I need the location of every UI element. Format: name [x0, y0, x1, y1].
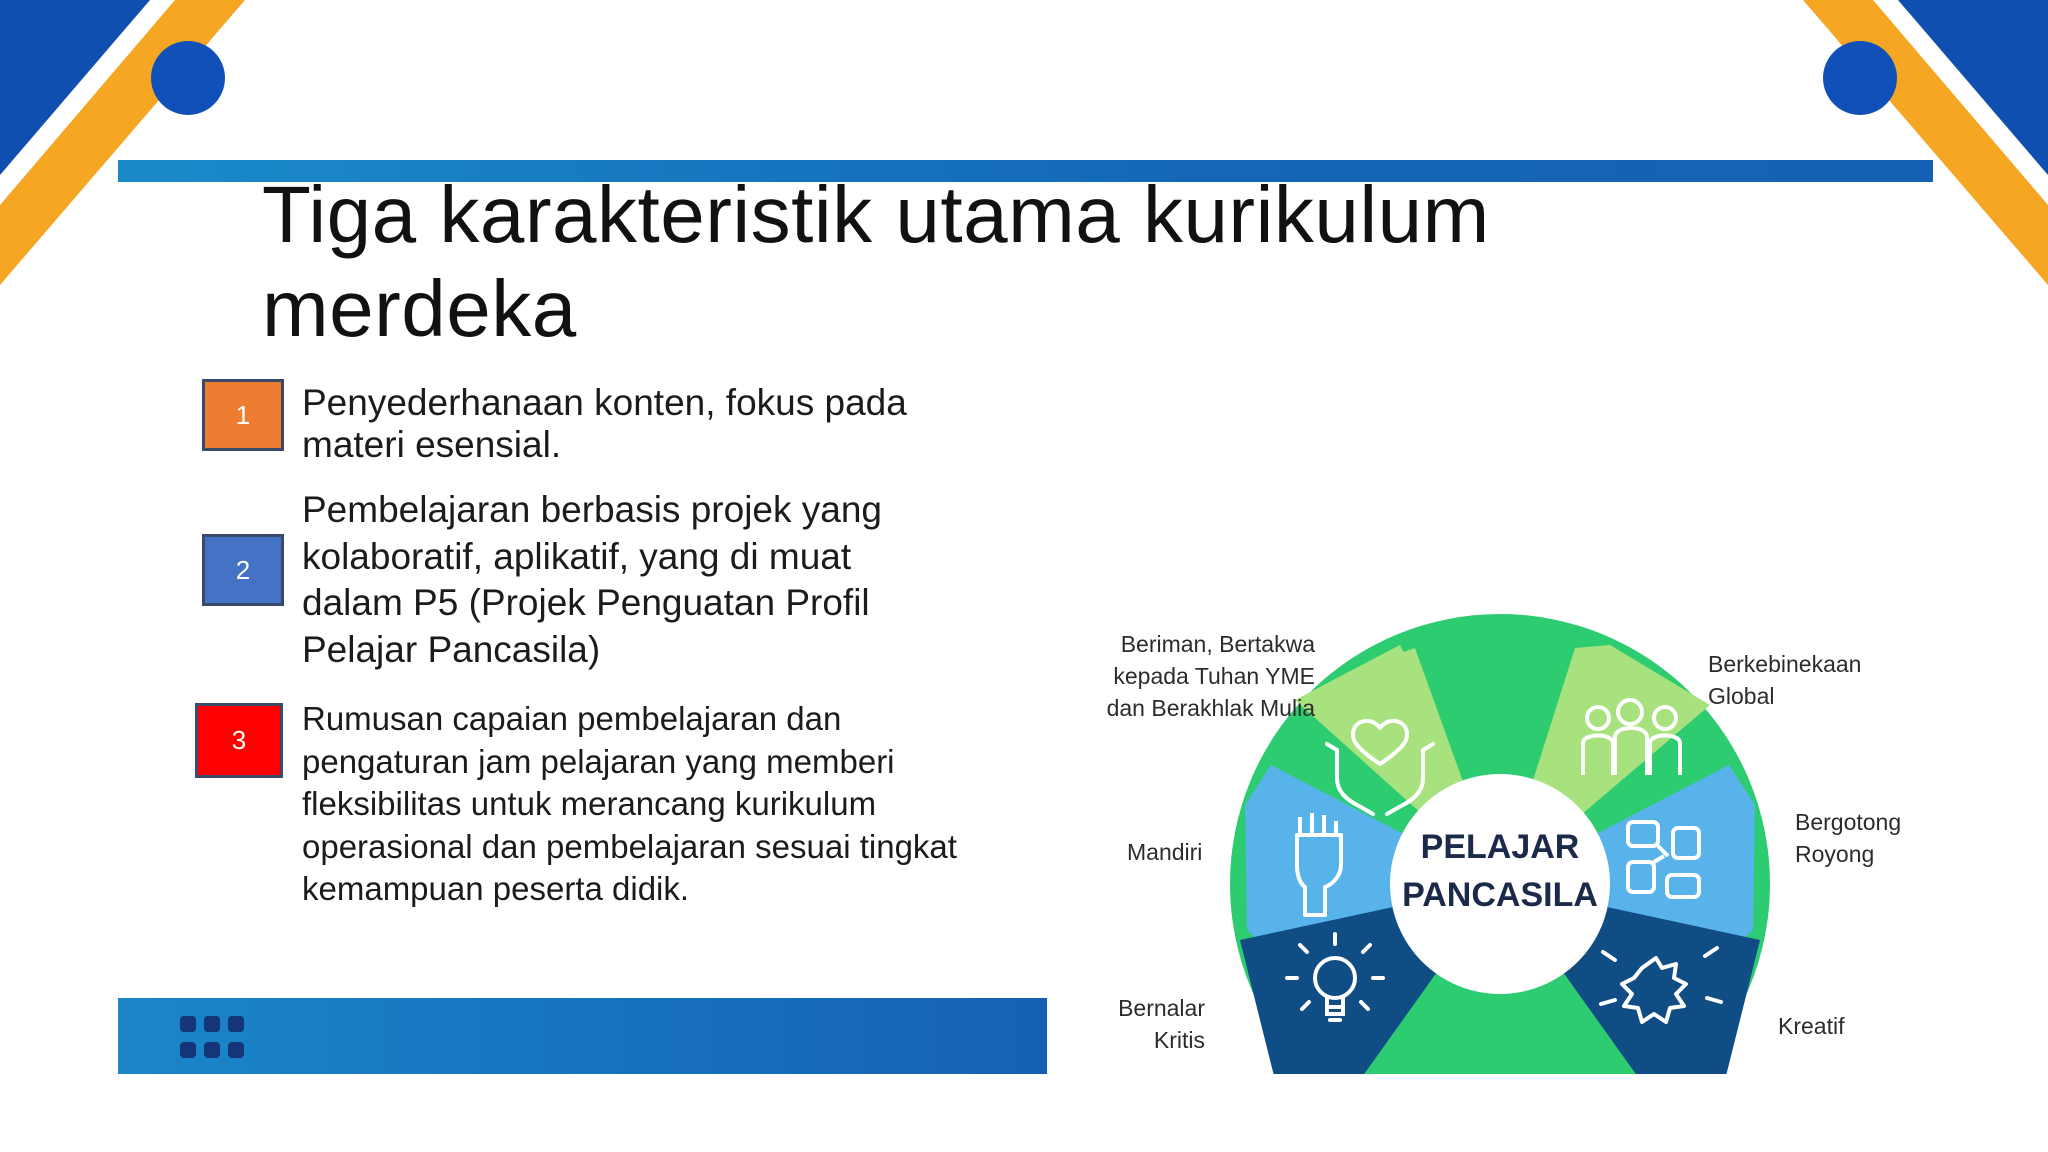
item-2-line-2: kolaboratif, aplikatif, yang di muat	[302, 535, 852, 577]
label-beriman: Beriman, Bertakwa kepada Tuhan YME dan Berakhlak Mulia	[1106, 631, 1315, 721]
center-title-line-1: PELAJAR	[1420, 828, 1580, 866]
badge-2-number: 2	[235, 554, 251, 585]
item-3-line-1: Rumusan capaian pembelajaran dan	[302, 700, 842, 737]
pelajar-pancasila-diagram	[1075, 600, 1975, 1080]
title-line-1: Tiga karakteristik utama kurikulum	[262, 170, 1490, 259]
label-kreatif: Kreatif	[1778, 1013, 1845, 1039]
label-mandiri: Mandiri	[1127, 839, 1203, 865]
item-1-line-1: Penyederhanaan konten, fokus pada	[302, 382, 907, 423]
label-bernalar: Bernalar Kritis	[1118, 995, 1205, 1053]
item-3-line-2: pengaturan jam pelajaran yang memberi	[302, 742, 895, 780]
item-1-line-2: materi esensial.	[302, 424, 562, 465]
item-2-text	[302, 487, 882, 673]
badge-1-number: 1	[235, 399, 251, 430]
item-2-line-3: dalam P5 (Projek Penguatan Profil	[302, 582, 870, 623]
item-2-line-4: Pelajar Pancasila)	[302, 628, 601, 670]
item-2-line-1: Pembelajaran berbasis projek yang	[302, 489, 883, 530]
badge-3	[195, 703, 283, 778]
item-3-text	[302, 698, 957, 911]
corner-dot-right	[1823, 41, 1897, 115]
badge-2	[202, 534, 284, 606]
slide-title	[262, 168, 1662, 356]
badge-1	[202, 379, 284, 451]
footer-bar	[118, 998, 1047, 1074]
corner-dot-left	[151, 41, 225, 115]
item-3-line-3: fleksibilitas untuk merancang kurikulum	[302, 785, 877, 822]
label-bergotong: Bergotong Royong	[1795, 809, 1902, 867]
item-3-line-5: kemampuan peserta didik.	[302, 870, 690, 907]
item-1-text	[302, 382, 907, 466]
badge-3-number: 3	[231, 725, 247, 755]
item-3-line-4: operasional dan pembelajaran sesuai tingkat	[302, 827, 957, 865]
label-berkebinekaan: Berkebinekaan Global	[1708, 651, 1862, 709]
corner-decoration-left	[0, 0, 260, 300]
title-line-2: merdeka	[262, 264, 577, 353]
corner-decoration-right	[1788, 0, 2048, 300]
center-title-line-2: PANCASILA	[1402, 876, 1598, 914]
